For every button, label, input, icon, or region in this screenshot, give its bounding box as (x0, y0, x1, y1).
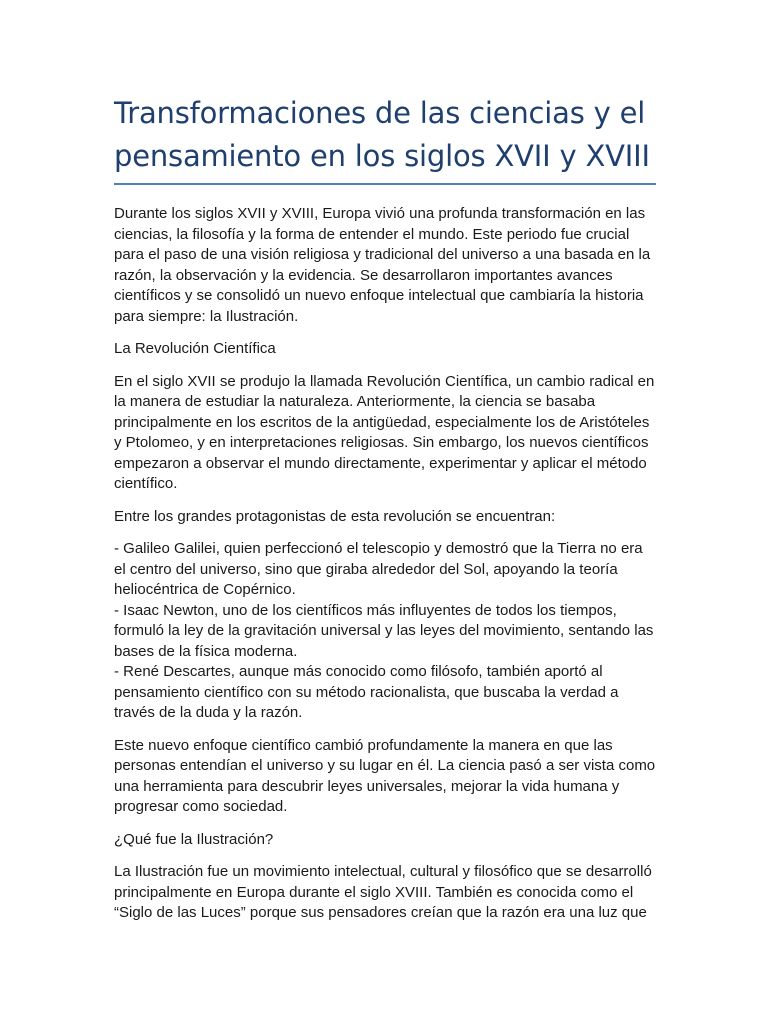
list-item: - René Descartes, aunque más conocido como filósofo, también aportó al pensamiento científico con su método racionalista, que buscaba la verdad a través de la duda y la razón. (114, 663, 619, 721)
intro-paragraph: Durante los siglos XVII y XVIII, Europa vivió una profunda transformación en las ciencias, la filosofía y la forma de entender el mundo. Este periodo fue crucial para el paso de una visión religiosa y tradicional del universo a una basada en la razón, la observación y la evidencia. Se desarrollaron importantes avances científicos y se consolidó un nuevo enfoque intelectual que cambiaría la historia para siempre: la Ilustración. (114, 205, 651, 325)
section-heading-revolution: La Revolución Científica (114, 340, 276, 357)
protagonists-intro: Entre los grandes protagonistas de esta revolución se encuentran: (114, 507, 556, 525)
revolution-paragraph: En el siglo XVII se produjo la llamada Revolución Científica, un cambio radical en la manera de estudiar la naturaleza. Anteriormente, la ciencia se basaba principalmente en los escritos de la antigüedad, especialmente los de Aristóteles y Ptolomeo, y en interpretaciones religiosas. Sin embargo, los nuevos científicos empezaron a observar el mundo directamente, experimentar y aplicar el método científico. (114, 372, 655, 492)
list-item: - Isaac Newton, uno de los científicos más influyentes de todos los tiempos, formuló la ley de la gravitación universal y las leyes del movimiento, sentando las bases de la física moderna. (114, 601, 654, 660)
document-page (114, 92, 656, 924)
enlightenment-paragraph: La Ilustración fue un movimiento intelectual, cultural y filosófico que se desarrolló principalmente en Europa durante el siglo XVIII. También es conocida como el “Siglo de las Luces” porque sus pensadores creían que la razón era una luz que (114, 863, 652, 921)
list-item: - Galileo Galilei, quien perfeccionó el telescopio y demostró que la Tierra no era el centro del universo, sino que giraba alrededor del Sol, apoyando la teoría heliocéntrica de Copérnico. (114, 540, 643, 598)
impact-paragraph: Este nuevo enfoque científico cambió profundamente la manera en que las personas entendían el universo y su lugar en él. La ciencia pasó a ser vista como una herramienta para descubrir leyes universales, mejorar la vida humana y progresar como sociedad. (114, 736, 656, 815)
protagonists-list (114, 539, 656, 724)
section-heading-enlightenment: ¿Qué fue la Ilustración? (114, 830, 274, 848)
document-title: Transformaciones de las ciencias y el pensamiento en los siglos XVII y XVIII (114, 92, 656, 185)
